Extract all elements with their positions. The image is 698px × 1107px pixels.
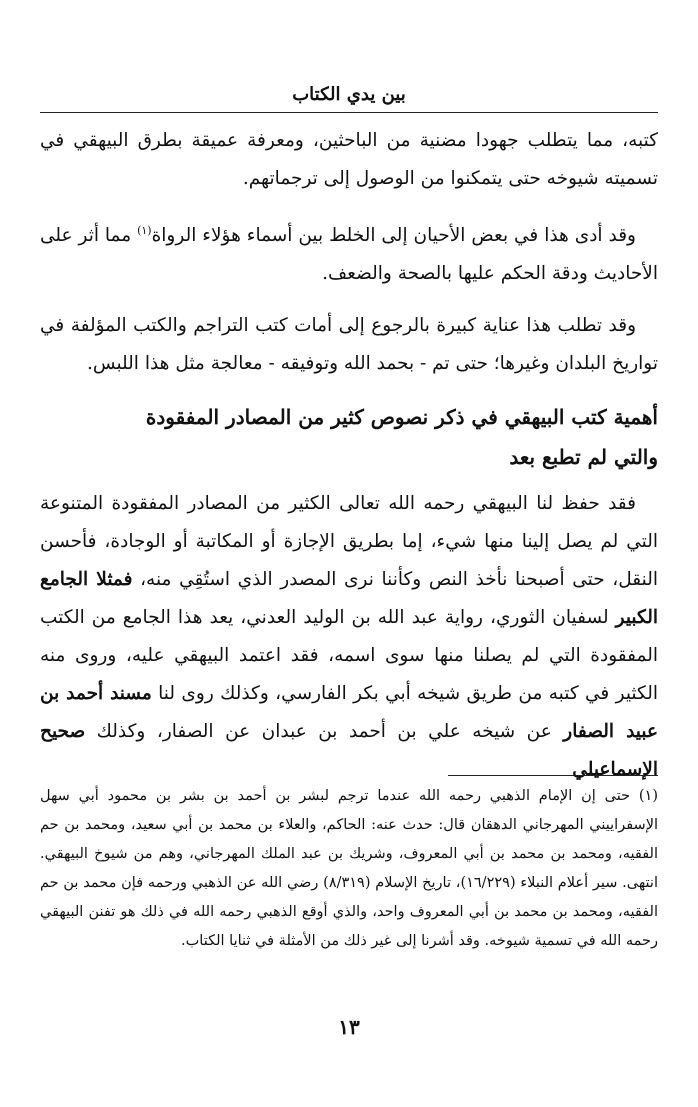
bold-term-musnad-saffar: مسند أحمد بن عبيد الصفار [40,683,658,743]
bold-term-sahih-ismaili: صحيح الإسماعيلي [40,721,658,781]
section-title [40,397,658,477]
paragraph-1: كتبه، مما يتطلب جهودا مضنية من الباحثين، ومعرفة عميقة بطرق البيهقي في تسميته شيوخه حتى يتمكنوا من الوصول إلى ترجماتهم. [40,130,658,189]
section-text-1: فقد حفظ لنا البيهقي رحمه الله تعالى الكثير من المصادر المفقودة المتنوعة التي لم يصل إلينا منها شيء، إما بطريق الإجازة أو المكاتبة أو الوجادة، فأحسن النقل، حتى أصبحنا نأخذ النص وكأننا نرى المصدر الذي استُقِي منه، [40,493,658,591]
paragraph-3: وقد تطلب هذا عناية كبيرة بالرجوع إلى أمات كتب التراجم والكتب المؤلفة في تواريخ البلدان وغيرها؛ حتى تم - بحمد الله وتوفيقه - معالجة مثل هذا اللبس. [40,315,658,375]
header-rule [40,112,658,113]
body-text [40,122,658,803]
paragraph-2-before: وقد أدى هذا في بعض الأحيان إلى الخلط بين أسماء هؤلاء الرواة [151,225,636,247]
section-title-line-1: أهمية كتب البيهقي في ذكر نصوص كثير من المصادر المفقودة [145,405,658,430]
footnote-text: (١) حتى إن الإمام الذهبي رحمه الله عندما ترجم لبشر بن أحمد بن بشر بن محمود أبي سهل الإسفراييني المهرجاني الدهقان قال: حدث عنه: الحاكم، والعلاء بن محمد بن أبي سعيد، ومحمد بن حم الفقيه، ومحمد بن محمد بن أبي المعروف، وشريك بن عبد الملك المهرجاني، وهم من شيوخ البيهقي. انتهى. سير أعلام النبلاء (١٦/٢٢٩)، تاريخ الإسلام (٨/٣١٩) رضي الله عن الذهبي ورحمه فإن محمد بن حم الفقيه، ومحمد بن محمد بن أبي المعروف واحد، والذي أوقع الذهبي رحمه الله في ذلك هو تفنن البيهقي رحمه الله في تسمية شيوخه. وقد أشرنا إلى غير ذلك من الأمثلة في ثنايا الكتاب. [40,788,659,949]
paragraph-2 [40,212,658,293]
section-paragraph [40,485,658,789]
footnote-rule [448,775,658,776]
footnote [40,782,658,956]
paragraph-2-after: مما أثر على الأحاديث ودقة الحكم عليها بالصحة والضعف. [40,225,658,285]
bold-term-jami-kabir: فمثلا الجامع الكبير [40,569,658,629]
section-title-line-2: والتي لم تطبع بعد [509,445,658,470]
page-number: ١٣ [338,1015,360,1039]
footnote-ref[interactable]: (١) [137,224,152,237]
section-text-3: عن شيخه علي بن أحمد بن عبدان عن الصفار، وكذلك [85,721,564,743]
section-text-2: لسفيان الثوري، رواية عبد الله بن الوليد العدني، يعد هذا الجامع من الكتب المفقودة التي لم يصلنا منها سوى اسمه، فقد اعتمد البيهقي عليه، وروى منه الكثير في كتبه من طريق شيخه أبي بكر الفارسي، وكذلك روى لنا [40,607,658,705]
running-header: بين يدي الكتاب [292,84,406,105]
